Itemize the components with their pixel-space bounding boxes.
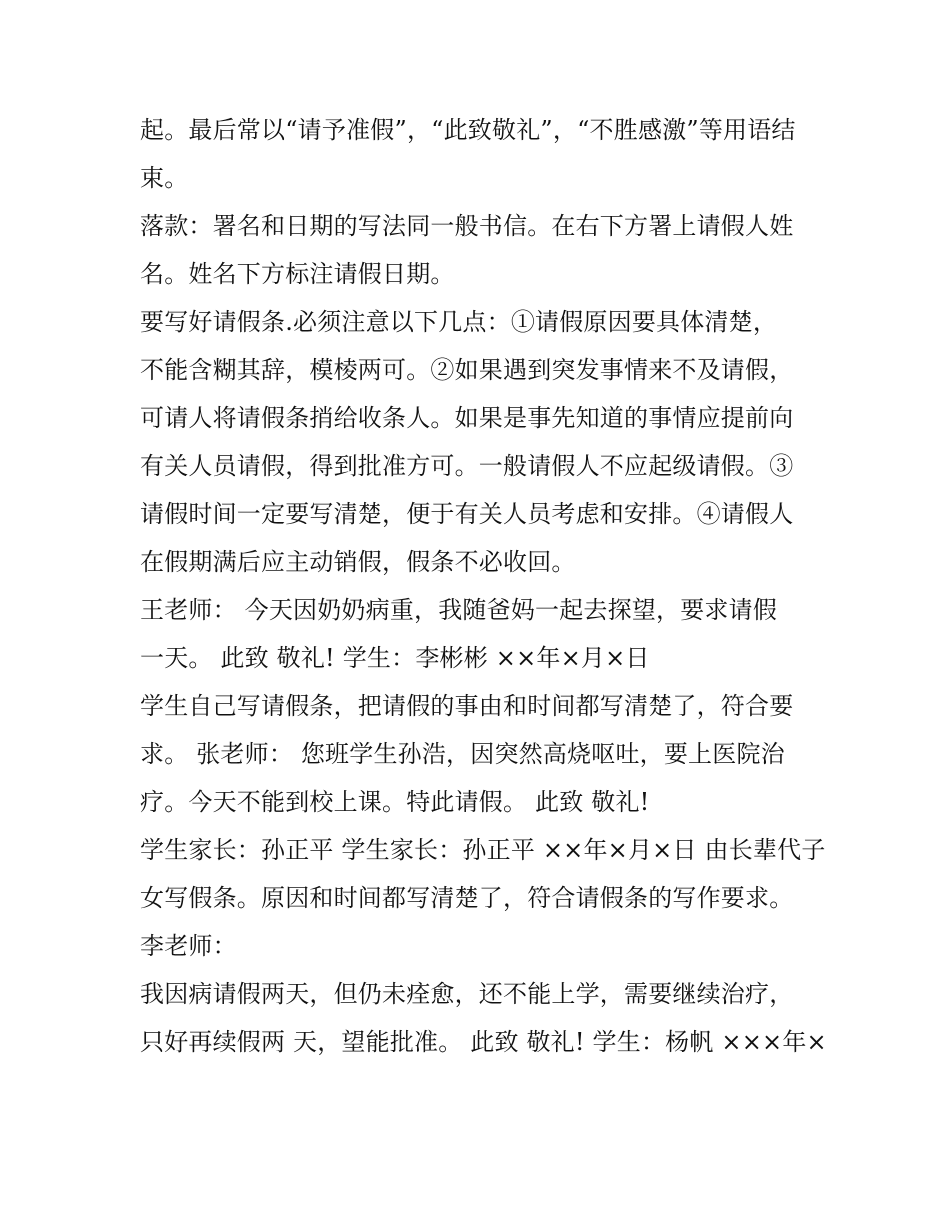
text-line: 可请人将请假条捎给收条人。如果是事先知道的事情应提前向 [140, 404, 794, 432]
document-body [140, 106, 827, 1066]
text-line: 求。 张老师： 您班学生孙浩，因突然高烧呕吐，要上医院治 [140, 740, 785, 768]
text-line: 疗。今天不能到校上课。特此请假。 此致 敬礼! [140, 788, 650, 816]
text-line: 名。姓名下方标注请假日期。 [140, 260, 455, 288]
text-line: 请假时间一定要写清楚，便于有关人员考虑和安排。④请假人 [140, 500, 794, 528]
text-line: 起。最后常以“请予准假”，“此致敬礼”，“不胜感激”等用语结 [140, 116, 796, 144]
text-line: 学生家长：孙正平 学生家长：孙正平 ××年×月×日 由长辈代子 [140, 836, 826, 864]
text-line: 束。 [140, 164, 189, 192]
text-line: 落款：署名和日期的写法同一般书信。在右下方署上请假人姓 [140, 212, 794, 240]
text-line: 李老师： [140, 932, 237, 960]
text-line: 我因病请假两天，但仍未痊愈，还不能上学，需要继续治疗， [140, 980, 794, 1008]
text-line: 学生自己写请假条，把请假的事由和时间都写清楚了，符合要 [140, 692, 794, 720]
text-line: 不能含糊其辞，模棱两可。②如果遇到突发事情来不及请假， [140, 356, 794, 384]
text-line: 王老师： 今天因奶奶病重，我随爸妈一起去探望，要求请假 [140, 596, 778, 624]
text-line: 有关人员请假，得到批准方可。一般请假人不应起级请假。③ [140, 452, 794, 480]
text-line: 在假期满后应主动销假，假条不必收回。 [140, 548, 576, 576]
text-line: 要写好请假条.必须注意以下几点：①请假原因要具体清楚， [140, 308, 778, 336]
text-line: 一天。 此致 敬礼! 学生：李彬彬 ××年×月×日 [140, 644, 650, 672]
text-line: 只好再续假两 天，望能批准。 此致 敬礼! 学生：杨帆 ×××年× [140, 1028, 827, 1056]
text-line: 女写假条。原因和时间都写清楚了，符合请假条的写作要求。 [140, 884, 794, 912]
